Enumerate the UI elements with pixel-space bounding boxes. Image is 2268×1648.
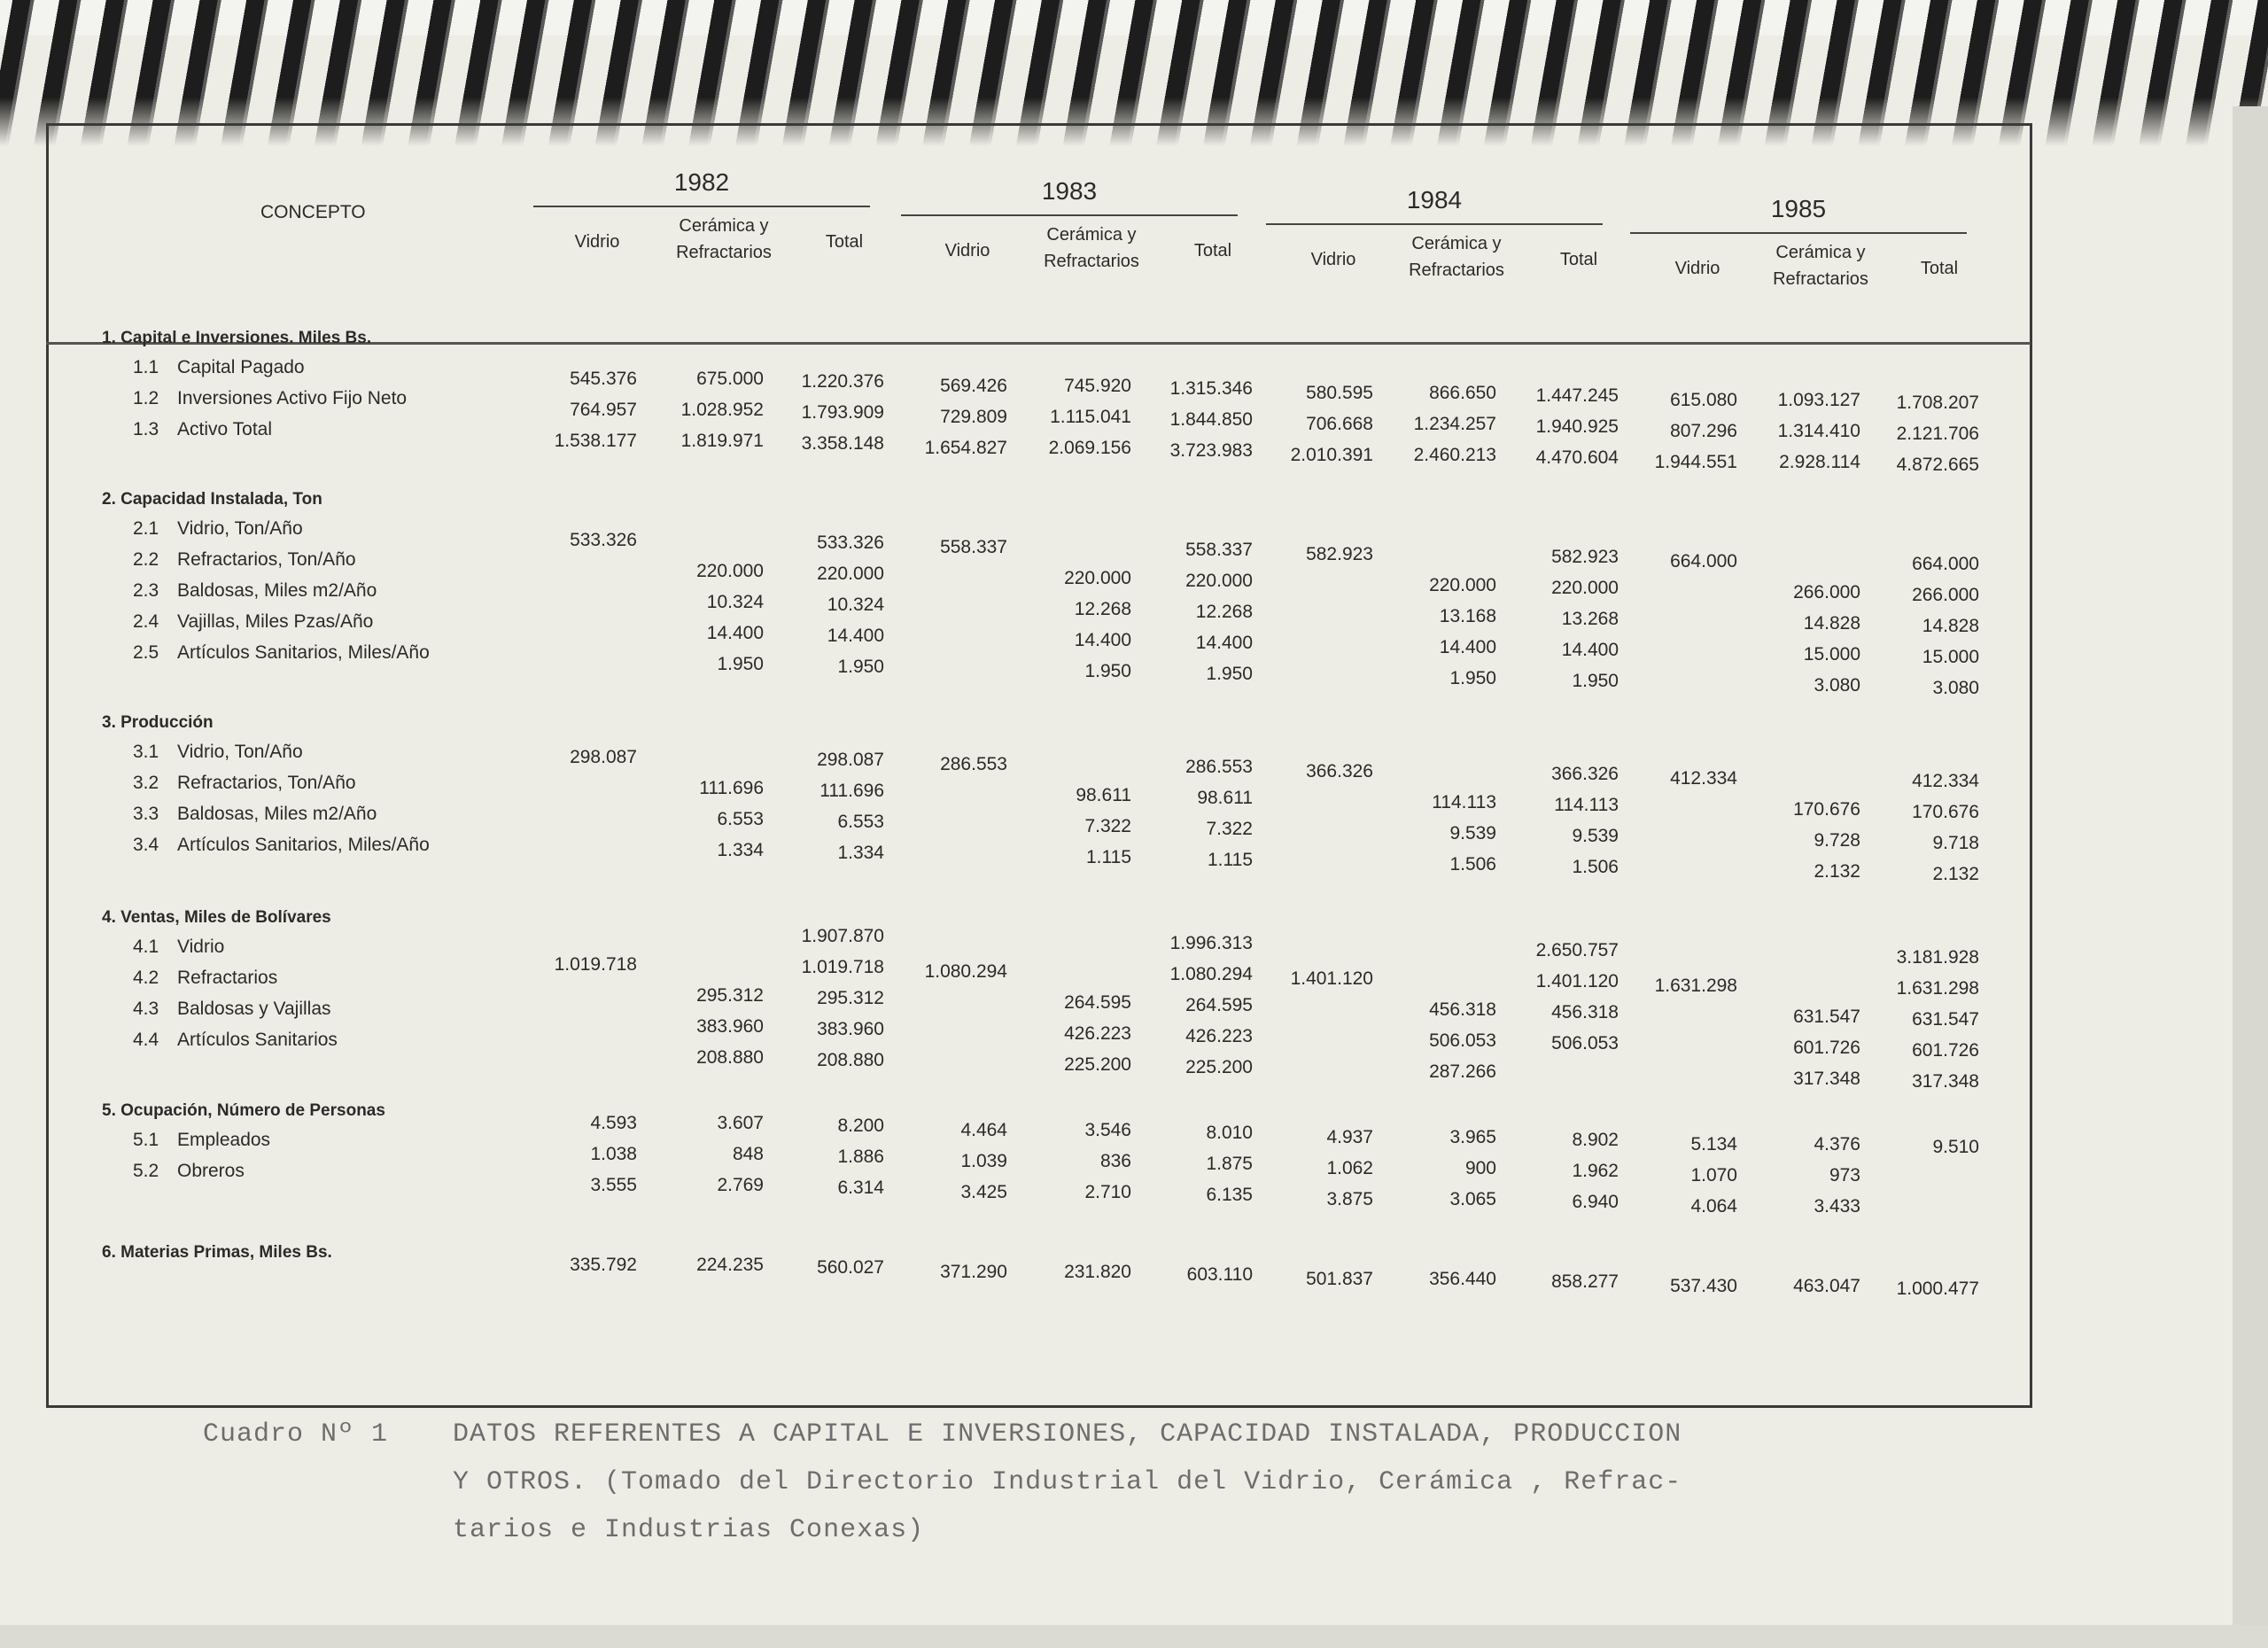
- table-cell: 582.923: [1551, 547, 1619, 567]
- table-cell: 1.950: [1084, 661, 1131, 681]
- table-cell: 463.047: [1793, 1276, 1860, 1296]
- table-cell: 14.400: [1195, 633, 1253, 653]
- row-label: [133, 419, 272, 440]
- table-cell: 1.950: [1449, 668, 1496, 688]
- table-cell: 1.631.298: [1654, 976, 1737, 996]
- table-cell: 2.710: [1084, 1182, 1131, 1202]
- row-number: 2.1: [133, 518, 159, 539]
- table-cell: 366.326: [1306, 761, 1373, 781]
- table-cell: 1.115.041: [1050, 407, 1131, 427]
- table-cell: 1.996.313: [1169, 933, 1253, 953]
- table-cell: 764.957: [570, 400, 637, 420]
- table-cell: 220.000: [1064, 568, 1131, 588]
- table-cell: 4.593: [590, 1113, 637, 1133]
- table-cell: 6.135: [1206, 1185, 1253, 1205]
- table-cell: 3.425: [960, 1182, 1007, 1202]
- table-cell: 208.880: [817, 1050, 884, 1070]
- year-header: 1984: [1406, 186, 1463, 214]
- table-cell: 170.676: [1793, 799, 1860, 820]
- row-number: 1.2: [133, 388, 159, 408]
- table-cell: 220.000: [1185, 571, 1253, 591]
- row-label: [133, 742, 303, 763]
- table-cell: 456.318: [1551, 1002, 1619, 1022]
- table-cell: 501.837: [1306, 1269, 1373, 1289]
- table-cell: 1.038: [590, 1144, 637, 1164]
- table-cell: 295.312: [696, 985, 764, 1006]
- table-cell: 1.314.410: [1777, 421, 1860, 441]
- table-cell: 9.510: [1932, 1137, 1979, 1157]
- table-cell: 14.400: [1561, 640, 1619, 660]
- table-cell: 366.326: [1551, 764, 1619, 784]
- year-underline: [1630, 232, 1967, 234]
- row-number: 4.3: [133, 999, 159, 1019]
- table-cell: 1.093.127: [1777, 390, 1860, 410]
- year-header: 1985: [1770, 195, 1827, 222]
- table-cell: 9.728: [1814, 830, 1860, 851]
- subheader-ceramica: [1754, 239, 1887, 292]
- table-cell: 1.220.376: [801, 371, 884, 392]
- row-name: Baldosas, Miles m2/Año: [177, 804, 377, 824]
- table-cell: 1.028.952: [680, 400, 764, 420]
- table-cell: 3.433: [1814, 1196, 1860, 1217]
- table-cell: 3.607: [717, 1113, 764, 1133]
- table-cell: 6.314: [837, 1178, 884, 1198]
- table-cell: 220.000: [696, 561, 764, 581]
- table-cell: 1.315.346: [1169, 378, 1253, 399]
- table-cell: 1.907.870: [801, 926, 884, 946]
- table-cell: 220.000: [817, 564, 884, 584]
- table-cell: 13.168: [1439, 606, 1496, 626]
- row-number: 5.2: [133, 1161, 159, 1181]
- row-label: [133, 804, 377, 825]
- page-edge: [2233, 106, 2268, 1648]
- table-cell: 7.322: [1206, 819, 1253, 839]
- subheader-line: Refractarios: [1409, 260, 1504, 280]
- table-cell: 615.080: [1670, 390, 1737, 410]
- row-label: [133, 1130, 270, 1151]
- table-cell: 383.960: [817, 1019, 884, 1039]
- table-cell: 603.110: [1186, 1264, 1253, 1285]
- table-cell: 582.923: [1306, 544, 1373, 564]
- subheader-total: Total: [825, 232, 864, 252]
- table-cell: 807.296: [1670, 421, 1737, 441]
- table-cell: 8.200: [837, 1116, 884, 1136]
- table-cell: 10.324: [827, 595, 884, 615]
- table-cell: 560.027: [817, 1257, 884, 1278]
- row-label: [133, 999, 331, 1020]
- table-cell: 335.792: [570, 1255, 637, 1275]
- row-number: 2.5: [133, 642, 159, 663]
- table-cell: 1.708.207: [1896, 393, 1979, 413]
- table-cell: 1.070: [1690, 1165, 1737, 1185]
- table-cell: 664.000: [1670, 551, 1737, 571]
- table-cell: 426.223: [1185, 1026, 1253, 1046]
- table-cell: 456.318: [1429, 999, 1496, 1020]
- row-name: Activo Total: [177, 419, 272, 439]
- year-header: 1983: [1041, 177, 1098, 205]
- table-cell: 1.940.925: [1535, 416, 1619, 437]
- row-number: 4.1: [133, 937, 159, 957]
- table-cell: 3.181.928: [1896, 947, 1979, 968]
- table-cell: 264.595: [1185, 995, 1253, 1015]
- table-cell: 1.401.120: [1535, 971, 1619, 991]
- table-cell: 286.553: [1185, 757, 1253, 777]
- row-name: Vidrio, Ton/Año: [177, 518, 303, 539]
- table-cell: 3.555: [590, 1175, 637, 1195]
- table-cell: 111.696: [819, 781, 884, 801]
- row-number: 1.3: [133, 419, 159, 439]
- table-cell: 14.400: [1439, 637, 1496, 657]
- table-cell: 1.506: [1449, 854, 1496, 875]
- table-cell: 14.400: [1074, 630, 1131, 650]
- table-cell: 6.940: [1572, 1192, 1619, 1212]
- caption-line-3: tarios e Industrias Conexas): [453, 1515, 925, 1545]
- table-cell: 631.547: [1912, 1009, 1979, 1030]
- table-cell: 601.726: [1793, 1038, 1860, 1058]
- subheader-line: Refractarios: [1773, 269, 1868, 289]
- table-cell: 14.400: [827, 626, 884, 646]
- subheader-total: Total: [1920, 259, 1959, 278]
- row-number: 1.1: [133, 357, 159, 377]
- table-cell: 1.115: [1086, 847, 1131, 867]
- table-cell: 114.113: [1554, 795, 1619, 815]
- row-label: [133, 1161, 245, 1182]
- table-cell: 8.902: [1572, 1130, 1619, 1150]
- row-number: 2.3: [133, 580, 159, 601]
- table-cell: 298.087: [817, 750, 884, 770]
- table-cell: 5.134: [1690, 1134, 1737, 1154]
- table-cell: 412.334: [1670, 768, 1737, 789]
- year-header: 1982: [673, 168, 730, 196]
- table-cell: 1.506: [1572, 857, 1619, 877]
- table-cell: 706.668: [1306, 414, 1373, 434]
- subheader-vidrio: Vidrio: [1310, 250, 1356, 269]
- table-cell: 836: [1099, 1151, 1131, 1171]
- table-cell: 383.960: [696, 1016, 764, 1037]
- subheader-line: Cerámica y: [1046, 225, 1137, 245]
- table-cell: 1.019.718: [554, 954, 637, 975]
- subheader-line: Refractarios: [676, 243, 772, 262]
- table-cell: 98.611: [1076, 785, 1131, 805]
- table-cell: 208.880: [696, 1047, 764, 1068]
- subheader-vidrio: Vidrio: [1674, 259, 1720, 278]
- table-cell: 266.000: [1912, 585, 1979, 605]
- table-cell: 9.718: [1932, 833, 1979, 853]
- table-cell: 1.950: [837, 657, 884, 677]
- subheader-ceramica: [657, 213, 790, 266]
- table-cell: 9.539: [1449, 823, 1496, 843]
- table-cell: 9.539: [1572, 826, 1619, 846]
- year-underline: [1266, 223, 1603, 225]
- section-title: 1. Capital e Inversiones. Miles Bs.: [102, 329, 372, 347]
- table-cell: 1.538.177: [554, 431, 637, 451]
- table-cell: 3.065: [1449, 1189, 1496, 1209]
- table-cell: 225.200: [1185, 1057, 1253, 1077]
- row-name: Refractarios, Ton/Año: [177, 773, 356, 793]
- row-label: [133, 835, 430, 856]
- subheader-total: Total: [1559, 250, 1598, 269]
- row-name: Artículos Sanitarios: [177, 1030, 338, 1050]
- subheader-line: Cerámica y: [679, 216, 769, 236]
- row-name: Refractarios, Ton/Año: [177, 549, 356, 570]
- table-cell: 220.000: [1429, 575, 1496, 595]
- table-cell: 1.950: [1572, 671, 1619, 691]
- table-cell: 298.087: [570, 747, 637, 767]
- table-cell: 858.277: [1551, 1271, 1619, 1292]
- page-bottom-edge: [0, 1625, 2268, 1648]
- row-name: Vajillas, Miles Pzas/Año: [177, 611, 374, 632]
- table-cell: 558.337: [1185, 540, 1253, 560]
- table-cell: 2.650.757: [1535, 940, 1619, 960]
- table-cell: 1.080.294: [1169, 964, 1253, 984]
- row-name: Artículos Sanitarios, Miles/Año: [177, 835, 430, 855]
- table-cell: 225.200: [1064, 1054, 1131, 1075]
- table-cell: 1.793.909: [801, 402, 884, 423]
- year-underline: [901, 214, 1238, 216]
- table-cell: 266.000: [1793, 582, 1860, 602]
- table-cell: 2.132: [1814, 861, 1860, 882]
- table-cell: 1.115: [1208, 850, 1253, 870]
- table-cell: 1.401.120: [1290, 968, 1373, 989]
- table-cell: 14.400: [706, 623, 764, 643]
- table-cell: 533.326: [570, 530, 637, 550]
- table-cell: 973: [1829, 1165, 1860, 1185]
- table-cell: 675.000: [696, 369, 764, 389]
- table-cell: 1.844.850: [1169, 409, 1253, 430]
- table-cell: 1.819.971: [680, 431, 764, 451]
- table-cell: 3.723.983: [1169, 440, 1253, 461]
- table-cell: 1.886: [837, 1147, 884, 1167]
- table-cell: 317.348: [1793, 1069, 1860, 1089]
- table-cell: 1.631.298: [1896, 978, 1979, 999]
- row-name: Empleados: [177, 1130, 271, 1150]
- caption-line-1: DATOS REFERENTES A CAPITAL E INVERSIONES, CAPACIDAD INSTALADA, PRODUCCION: [453, 1419, 1682, 1450]
- row-label: [133, 388, 407, 409]
- table-cell: 4.464: [960, 1120, 1007, 1140]
- caption-line-2: Y OTROS. (Tomado del Directorio Industrial del Vidrio, Cerámica , Refrac-: [453, 1467, 1682, 1497]
- subheader-line: Cerámica y: [1775, 243, 1866, 262]
- row-label: [133, 549, 356, 571]
- subheader-total: Total: [1193, 241, 1232, 260]
- table-cell: 15.000: [1922, 647, 1979, 667]
- table-cell: 8.010: [1206, 1123, 1253, 1143]
- table-cell: 1.039: [960, 1151, 1007, 1171]
- table-cell: 6.553: [837, 812, 884, 832]
- row-name: Inversiones Activo Fijo Neto: [177, 388, 408, 408]
- table-cell: 10.324: [706, 592, 764, 612]
- table-cell: 1.962: [1572, 1161, 1619, 1181]
- table-cell: 7.322: [1084, 816, 1131, 836]
- table-cell: 2.069.156: [1048, 438, 1131, 458]
- row-number: 5.1: [133, 1130, 159, 1150]
- table-cell: 3.080: [1814, 675, 1860, 696]
- row-number: 3.3: [133, 804, 159, 824]
- table-cell: 287.266: [1429, 1061, 1496, 1082]
- row-label: [133, 580, 377, 602]
- table-cell: 14.828: [1922, 616, 1979, 636]
- table-cell: 4.937: [1326, 1127, 1373, 1147]
- table-cell: 224.235: [696, 1255, 764, 1275]
- row-number: 2.2: [133, 549, 159, 570]
- row-number: 2.4: [133, 611, 159, 632]
- row-name: Artículos Sanitarios, Miles/Año: [177, 642, 430, 663]
- table-cell: 558.337: [940, 537, 1007, 557]
- row-name: Baldosas y Vajillas: [177, 999, 331, 1019]
- concept-header: CONCEPTO: [260, 202, 366, 222]
- subheader-ceramica: [1025, 222, 1158, 275]
- table-cell: 264.595: [1064, 992, 1131, 1013]
- table-cell: 3.358.148: [801, 433, 884, 454]
- row-name: Baldosas, Miles m2/Año: [177, 580, 377, 601]
- table-cell: 220.000: [1551, 578, 1619, 598]
- subheader-line: Cerámica y: [1411, 234, 1502, 253]
- table-cell: 506.053: [1551, 1033, 1619, 1053]
- row-name: Capital Pagado: [177, 357, 305, 377]
- table-cell: 426.223: [1064, 1023, 1131, 1044]
- row-number: 3.4: [133, 835, 159, 855]
- table-cell: 14.828: [1803, 613, 1860, 634]
- table-cell: 1.000.477: [1896, 1279, 1979, 1299]
- table-cell: 1.950: [717, 654, 764, 674]
- table-cell: 1.944.551: [1654, 452, 1737, 472]
- row-label: [133, 1030, 338, 1051]
- table-cell: 4.376: [1814, 1134, 1860, 1154]
- section-title: 6. Materias Primas, Miles Bs.: [102, 1243, 332, 1262]
- subheader-ceramica: [1390, 230, 1523, 284]
- table-cell: 545.376: [570, 369, 637, 389]
- table-cell: 664.000: [1912, 554, 1979, 574]
- table-cell: 295.312: [817, 988, 884, 1008]
- year-underline: [533, 206, 870, 207]
- section-title: 5. Ocupación, Número de Personas: [102, 1101, 385, 1120]
- table-cell: 12.268: [1195, 602, 1253, 622]
- table-cell: 231.820: [1064, 1262, 1131, 1282]
- row-label: [133, 937, 224, 958]
- table-cell: 286.553: [940, 754, 1007, 774]
- subheader-vidrio: Vidrio: [574, 232, 620, 252]
- table-cell: 533.326: [817, 532, 884, 553]
- table-cell: 2.121.706: [1896, 424, 1979, 444]
- table-cell: 580.595: [1306, 383, 1373, 403]
- row-name: Obreros: [177, 1161, 245, 1181]
- table-cell: 848: [732, 1144, 764, 1164]
- table-cell: 1.654.827: [924, 438, 1007, 458]
- table-cell: 1.080.294: [924, 961, 1007, 982]
- table-cell: 1.019.718: [801, 957, 884, 977]
- table-cell: 601.726: [1912, 1040, 1979, 1061]
- section-title: 3. Producción: [102, 713, 214, 732]
- row-label: [133, 642, 430, 664]
- row-number: 3.2: [133, 773, 159, 793]
- row-name: Vidrio, Ton/Año: [177, 742, 303, 762]
- table-cell: 900: [1464, 1158, 1496, 1178]
- table-cell: 371.290: [940, 1262, 1007, 1282]
- table-cell: 1.875: [1206, 1154, 1253, 1174]
- table-cell: 356.440: [1429, 1269, 1496, 1289]
- table-cell: 4.064: [1690, 1196, 1737, 1217]
- subheader-vidrio: Vidrio: [944, 241, 990, 260]
- section-title: 2. Capacidad Instalada, Ton: [102, 490, 322, 509]
- table-cell: 569.426: [940, 376, 1007, 396]
- table-cell: 2.928.114: [1779, 452, 1860, 472]
- table-cell: 506.053: [1429, 1030, 1496, 1051]
- table-cell: 170.676: [1912, 802, 1979, 822]
- row-number: 4.2: [133, 968, 159, 988]
- table-cell: 12.268: [1074, 599, 1131, 619]
- table-cell: 98.611: [1197, 788, 1253, 808]
- table-cell: 866.650: [1429, 383, 1496, 403]
- table-cell: 317.348: [1912, 1071, 1979, 1092]
- table-cell: 1.334: [837, 843, 884, 863]
- table-cell: 1.334: [717, 840, 764, 860]
- table-cell: 537.430: [1670, 1276, 1737, 1296]
- table-cell: 745.920: [1064, 376, 1131, 396]
- table-cell: 3.875: [1326, 1189, 1373, 1209]
- table-cell: 4.872.665: [1896, 455, 1979, 475]
- table-cell: 3.546: [1084, 1120, 1131, 1140]
- table-cell: 1.447.245: [1535, 385, 1619, 406]
- table-cell: 3.080: [1932, 678, 1979, 698]
- table-cell: 1.950: [1206, 664, 1253, 684]
- table-cell: 1.234.257: [1413, 414, 1496, 434]
- table-cell: 4.470.604: [1535, 447, 1619, 468]
- table-cell: 15.000: [1803, 644, 1860, 665]
- table-cell: 412.334: [1912, 771, 1979, 791]
- row-label: [133, 357, 305, 378]
- table-cell: 3.965: [1449, 1127, 1496, 1147]
- section-title: 4. Ventas, Miles de Bolívares: [102, 908, 331, 927]
- table-cell: 2.010.391: [1290, 445, 1373, 465]
- row-number: 4.4: [133, 1030, 159, 1050]
- row-number: 3.1: [133, 742, 159, 762]
- table-cell: 114.113: [1432, 792, 1496, 812]
- table-cell: 111.696: [699, 778, 764, 798]
- row-name: Refractarios: [177, 968, 278, 988]
- table-cell: 6.553: [717, 809, 764, 829]
- row-label: [133, 518, 303, 540]
- table-cell: 2.769: [717, 1175, 764, 1195]
- table-cell: 2.460.213: [1413, 445, 1496, 465]
- table-cell: 1.062: [1326, 1158, 1373, 1178]
- row-label: [133, 773, 356, 794]
- table-cell: 729.809: [940, 407, 1007, 427]
- row-label: [133, 611, 373, 633]
- table-cell: 631.547: [1793, 1007, 1860, 1027]
- caption-label: Cuadro Nº 1: [203, 1419, 389, 1450]
- table-cell: 13.268: [1561, 609, 1619, 629]
- subheader-line: Refractarios: [1044, 252, 1139, 271]
- row-name: Vidrio: [177, 937, 225, 957]
- table-cell: 2.132: [1932, 864, 1979, 884]
- row-label: [133, 968, 277, 989]
